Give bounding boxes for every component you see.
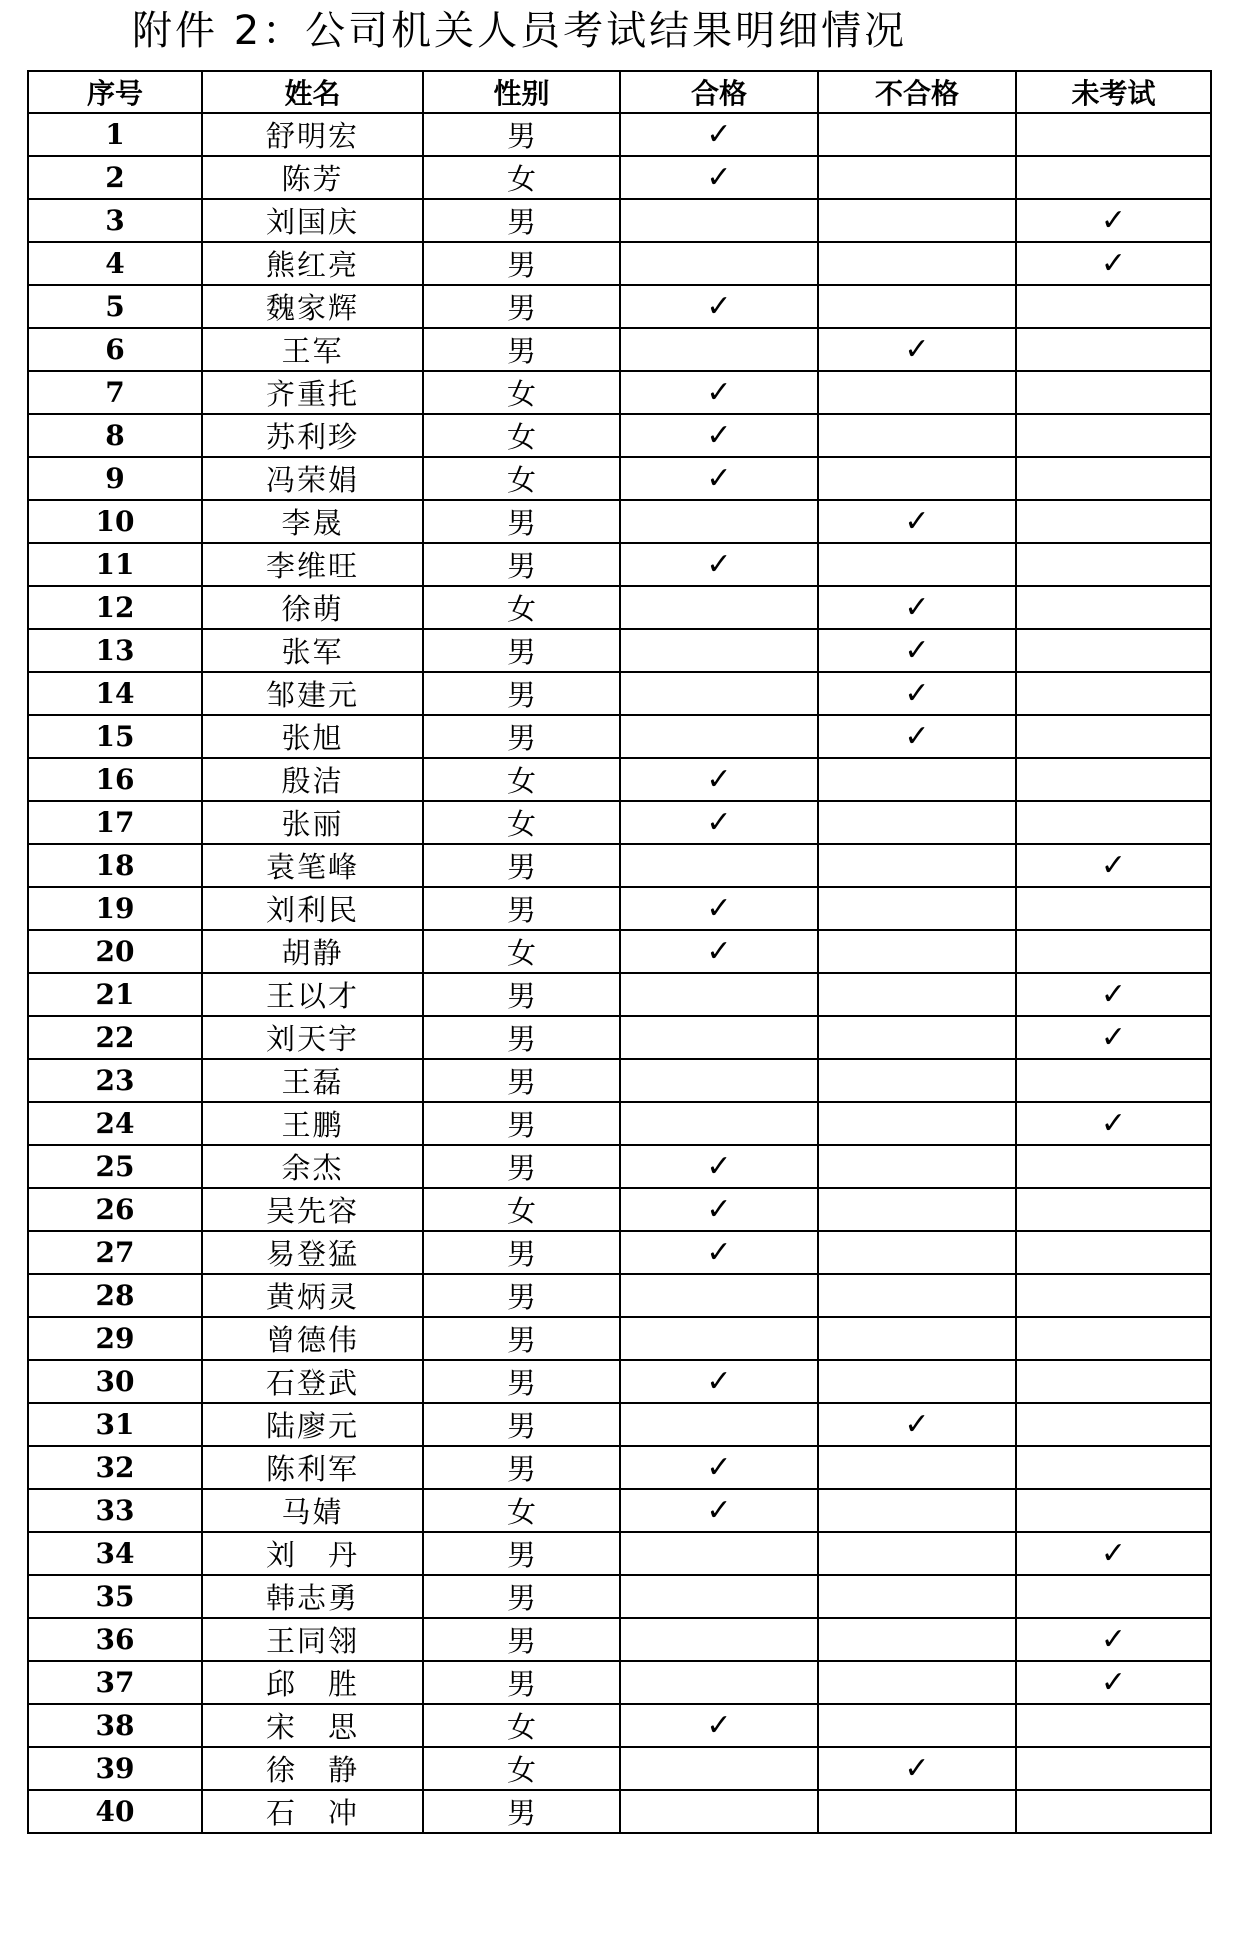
fail-cell <box>818 156 1016 199</box>
name-cell: 刘天宇 <box>202 1016 423 1059</box>
absent-check-icon: ✓ <box>1016 844 1211 887</box>
pass-check-icon: ✓ <box>620 1489 818 1532</box>
pass-check-icon: ✓ <box>620 371 818 414</box>
name-cell: 马婧 <box>202 1489 423 1532</box>
fail-cell <box>818 543 1016 586</box>
absent-cell <box>1016 1145 1211 1188</box>
pass-cell <box>620 328 818 371</box>
serial-number-cell: 11 <box>28 543 202 586</box>
pass-check-icon: ✓ <box>620 285 818 328</box>
absent-cell <box>1016 1747 1211 1790</box>
gender-cell: 女 <box>423 801 620 844</box>
fail-cell <box>818 1231 1016 1274</box>
table-row <box>28 973 1211 1016</box>
serial-number-cell: 6 <box>28 328 202 371</box>
gender-cell: 男 <box>423 113 620 156</box>
name-cell: 黄炳灵 <box>202 1274 423 1317</box>
table-row <box>28 1188 1211 1231</box>
pass-cell <box>620 973 818 1016</box>
table-row <box>28 1102 1211 1145</box>
name-cell: 苏利珍 <box>202 414 423 457</box>
pass-cell <box>620 1102 818 1145</box>
pass-cell <box>620 1661 818 1704</box>
gender-cell: 男 <box>423 715 620 758</box>
absent-cell <box>1016 586 1211 629</box>
table-row <box>28 1016 1211 1059</box>
table-row <box>28 414 1211 457</box>
pass-check-icon: ✓ <box>620 1704 818 1747</box>
pass-cell <box>620 1274 818 1317</box>
header-fail: 不合格 <box>818 71 1016 113</box>
serial-number-cell: 22 <box>28 1016 202 1059</box>
name-cell: 张军 <box>202 629 423 672</box>
gender-cell: 男 <box>423 1790 620 1833</box>
name-cell: 曾德伟 <box>202 1317 423 1360</box>
serial-number-cell: 15 <box>28 715 202 758</box>
name-cell: 袁笔峰 <box>202 844 423 887</box>
serial-number-cell: 39 <box>28 1747 202 1790</box>
fail-cell <box>818 1145 1016 1188</box>
name-cell: 魏家辉 <box>202 285 423 328</box>
serial-number-cell: 37 <box>28 1661 202 1704</box>
fail-cell <box>818 457 1016 500</box>
gender-cell: 男 <box>423 1016 620 1059</box>
serial-number-cell: 35 <box>28 1575 202 1618</box>
gender-cell: 男 <box>423 543 620 586</box>
absent-cell <box>1016 1188 1211 1231</box>
absent-cell <box>1016 930 1211 973</box>
fail-cell <box>818 930 1016 973</box>
gender-cell: 男 <box>423 199 620 242</box>
name-cell: 王同翎 <box>202 1618 423 1661</box>
name-cell: 余杰 <box>202 1145 423 1188</box>
pass-cell <box>620 242 818 285</box>
name-cell: 王鹏 <box>202 1102 423 1145</box>
gender-cell: 女 <box>423 1747 620 1790</box>
table-row <box>28 1618 1211 1661</box>
name-cell: 邹建元 <box>202 672 423 715</box>
name-cell: 徐萌 <box>202 586 423 629</box>
name-cell: 刘 丹 <box>202 1532 423 1575</box>
serial-number-cell: 2 <box>28 156 202 199</box>
gender-cell: 男 <box>423 672 620 715</box>
fail-cell <box>818 1188 1016 1231</box>
absent-check-icon: ✓ <box>1016 199 1211 242</box>
pass-check-icon: ✓ <box>620 543 818 586</box>
fail-cell <box>818 371 1016 414</box>
table-row <box>28 1360 1211 1403</box>
table-row <box>28 586 1211 629</box>
table-row <box>28 1403 1211 1446</box>
exam-results-table <box>27 70 1212 1834</box>
serial-number-cell: 27 <box>28 1231 202 1274</box>
fail-cell <box>818 1274 1016 1317</box>
pass-cell <box>620 500 818 543</box>
fail-check-icon: ✓ <box>818 328 1016 371</box>
fail-cell <box>818 242 1016 285</box>
serial-number-cell: 19 <box>28 887 202 930</box>
fail-check-icon: ✓ <box>818 715 1016 758</box>
absent-cell <box>1016 1790 1211 1833</box>
name-cell: 张旭 <box>202 715 423 758</box>
serial-number-cell: 12 <box>28 586 202 629</box>
table-body <box>28 113 1211 1833</box>
serial-number-cell: 3 <box>28 199 202 242</box>
table-row <box>28 758 1211 801</box>
document-title: 附件 2：公司机关人员考试结果明细情况 <box>132 8 908 54</box>
fail-cell <box>818 758 1016 801</box>
pass-cell <box>620 715 818 758</box>
table-row <box>28 1747 1211 1790</box>
serial-number-cell: 28 <box>28 1274 202 1317</box>
absent-cell <box>1016 1274 1211 1317</box>
fail-check-icon: ✓ <box>818 1747 1016 1790</box>
serial-number-cell: 5 <box>28 285 202 328</box>
name-cell: 王以才 <box>202 973 423 1016</box>
name-cell: 韩志勇 <box>202 1575 423 1618</box>
absent-cell <box>1016 371 1211 414</box>
name-cell: 殷洁 <box>202 758 423 801</box>
header-absent: 未考试 <box>1016 71 1211 113</box>
absent-cell <box>1016 1059 1211 1102</box>
serial-number-cell: 16 <box>28 758 202 801</box>
absent-cell <box>1016 285 1211 328</box>
pass-cell <box>620 1016 818 1059</box>
gender-cell: 男 <box>423 973 620 1016</box>
gender-cell: 男 <box>423 285 620 328</box>
gender-cell: 男 <box>423 1446 620 1489</box>
absent-cell <box>1016 500 1211 543</box>
table-row <box>28 801 1211 844</box>
table-row <box>28 887 1211 930</box>
fail-cell <box>818 801 1016 844</box>
gender-cell: 男 <box>423 1575 620 1618</box>
absent-check-icon: ✓ <box>1016 1661 1211 1704</box>
gender-cell: 男 <box>423 1317 620 1360</box>
fail-cell <box>818 1661 1016 1704</box>
table-row <box>28 457 1211 500</box>
absent-check-icon: ✓ <box>1016 242 1211 285</box>
table-row <box>28 242 1211 285</box>
gender-cell: 男 <box>423 629 620 672</box>
gender-cell: 男 <box>423 328 620 371</box>
absent-check-icon: ✓ <box>1016 1102 1211 1145</box>
absent-cell <box>1016 1489 1211 1532</box>
serial-number-cell: 14 <box>28 672 202 715</box>
absent-cell <box>1016 1403 1211 1446</box>
serial-number-cell: 10 <box>28 500 202 543</box>
header-serial-number: 序号 <box>28 71 202 113</box>
name-cell: 刘国庆 <box>202 199 423 242</box>
header-gender: 性别 <box>423 71 620 113</box>
serial-number-cell: 20 <box>28 930 202 973</box>
gender-cell: 女 <box>423 371 620 414</box>
fail-cell <box>818 1489 1016 1532</box>
table-row <box>28 328 1211 371</box>
table-row <box>28 1145 1211 1188</box>
table-row <box>28 285 1211 328</box>
table-row <box>28 371 1211 414</box>
table-header-row <box>28 71 1211 113</box>
pass-cell <box>620 1747 818 1790</box>
pass-cell <box>620 1317 818 1360</box>
absent-cell <box>1016 801 1211 844</box>
pass-cell <box>620 1059 818 1102</box>
fail-cell <box>818 1532 1016 1575</box>
table-row <box>28 1790 1211 1833</box>
absent-cell <box>1016 672 1211 715</box>
name-cell: 刘利民 <box>202 887 423 930</box>
fail-cell <box>818 199 1016 242</box>
header-name: 姓名 <box>202 71 423 113</box>
gender-cell: 男 <box>423 887 620 930</box>
gender-cell: 男 <box>423 1059 620 1102</box>
serial-number-cell: 32 <box>28 1446 202 1489</box>
serial-number-cell: 29 <box>28 1317 202 1360</box>
fail-check-icon: ✓ <box>818 586 1016 629</box>
table-row <box>28 1317 1211 1360</box>
absent-check-icon: ✓ <box>1016 1532 1211 1575</box>
table-row <box>28 113 1211 156</box>
serial-number-cell: 30 <box>28 1360 202 1403</box>
fail-cell <box>818 1446 1016 1489</box>
name-cell: 王军 <box>202 328 423 371</box>
gender-cell: 女 <box>423 1188 620 1231</box>
absent-cell <box>1016 1704 1211 1747</box>
table-row <box>28 156 1211 199</box>
name-cell: 陈利军 <box>202 1446 423 1489</box>
table-row <box>28 1059 1211 1102</box>
absent-check-icon: ✓ <box>1016 973 1211 1016</box>
pass-check-icon: ✓ <box>620 758 818 801</box>
fail-cell <box>818 1618 1016 1661</box>
name-cell: 舒明宏 <box>202 113 423 156</box>
gender-cell: 女 <box>423 930 620 973</box>
gender-cell: 女 <box>423 457 620 500</box>
fail-cell <box>818 1059 1016 1102</box>
serial-number-cell: 17 <box>28 801 202 844</box>
pass-check-icon: ✓ <box>620 457 818 500</box>
fail-cell <box>818 285 1016 328</box>
gender-cell: 女 <box>423 156 620 199</box>
fail-cell <box>818 973 1016 1016</box>
serial-number-cell: 4 <box>28 242 202 285</box>
pass-check-icon: ✓ <box>620 156 818 199</box>
fail-cell <box>818 1317 1016 1360</box>
fail-cell <box>818 113 1016 156</box>
pass-check-icon: ✓ <box>620 1145 818 1188</box>
table-row <box>28 1575 1211 1618</box>
table-row <box>28 1532 1211 1575</box>
table-row <box>28 1661 1211 1704</box>
absent-cell <box>1016 629 1211 672</box>
absent-cell <box>1016 1360 1211 1403</box>
absent-cell <box>1016 328 1211 371</box>
table-row <box>28 543 1211 586</box>
absent-cell <box>1016 1231 1211 1274</box>
table-row <box>28 672 1211 715</box>
name-cell: 熊红亮 <box>202 242 423 285</box>
name-cell: 易登猛 <box>202 1231 423 1274</box>
serial-number-cell: 8 <box>28 414 202 457</box>
pass-check-icon: ✓ <box>620 1446 818 1489</box>
pass-check-icon: ✓ <box>620 1360 818 1403</box>
serial-number-cell: 1 <box>28 113 202 156</box>
serial-number-cell: 7 <box>28 371 202 414</box>
fail-cell <box>818 844 1016 887</box>
pass-check-icon: ✓ <box>620 801 818 844</box>
table-row <box>28 1446 1211 1489</box>
pass-check-icon: ✓ <box>620 887 818 930</box>
fail-cell <box>818 1360 1016 1403</box>
absent-cell <box>1016 414 1211 457</box>
name-cell: 邱 胜 <box>202 1661 423 1704</box>
pass-cell <box>620 844 818 887</box>
name-cell: 石 冲 <box>202 1790 423 1833</box>
name-cell: 吴先容 <box>202 1188 423 1231</box>
table-row <box>28 500 1211 543</box>
table-row <box>28 1274 1211 1317</box>
pass-cell <box>620 1618 818 1661</box>
gender-cell: 男 <box>423 1661 620 1704</box>
absent-cell <box>1016 457 1211 500</box>
serial-number-cell: 33 <box>28 1489 202 1532</box>
absent-cell <box>1016 543 1211 586</box>
gender-cell: 女 <box>423 1489 620 1532</box>
absent-cell <box>1016 758 1211 801</box>
pass-cell <box>620 672 818 715</box>
gender-cell: 男 <box>423 1102 620 1145</box>
absent-cell <box>1016 1446 1211 1489</box>
absent-cell <box>1016 1575 1211 1618</box>
name-cell: 陈芳 <box>202 156 423 199</box>
gender-cell: 男 <box>423 1532 620 1575</box>
serial-number-cell: 36 <box>28 1618 202 1661</box>
fail-cell <box>818 887 1016 930</box>
gender-cell: 女 <box>423 758 620 801</box>
gender-cell: 女 <box>423 586 620 629</box>
pass-cell <box>620 586 818 629</box>
gender-cell: 男 <box>423 1618 620 1661</box>
serial-number-cell: 21 <box>28 973 202 1016</box>
pass-check-icon: ✓ <box>620 1188 818 1231</box>
fail-cell <box>818 414 1016 457</box>
table-row <box>28 1489 1211 1532</box>
serial-number-cell: 25 <box>28 1145 202 1188</box>
fail-cell <box>818 1790 1016 1833</box>
pass-cell <box>620 1532 818 1575</box>
gender-cell: 男 <box>423 1231 620 1274</box>
absent-cell <box>1016 715 1211 758</box>
gender-cell: 男 <box>423 1145 620 1188</box>
name-cell: 张丽 <box>202 801 423 844</box>
name-cell: 王磊 <box>202 1059 423 1102</box>
gender-cell: 男 <box>423 1274 620 1317</box>
pass-check-icon: ✓ <box>620 113 818 156</box>
name-cell: 李晟 <box>202 500 423 543</box>
name-cell: 陆廖元 <box>202 1403 423 1446</box>
fail-check-icon: ✓ <box>818 500 1016 543</box>
absent-cell <box>1016 113 1211 156</box>
name-cell: 齐重托 <box>202 371 423 414</box>
gender-cell: 男 <box>423 1360 620 1403</box>
name-cell: 胡静 <box>202 930 423 973</box>
fail-cell <box>818 1575 1016 1618</box>
fail-check-icon: ✓ <box>818 672 1016 715</box>
name-cell: 李维旺 <box>202 543 423 586</box>
serial-number-cell: 9 <box>28 457 202 500</box>
name-cell: 徐 静 <box>202 1747 423 1790</box>
serial-number-cell: 18 <box>28 844 202 887</box>
table-row <box>28 199 1211 242</box>
gender-cell: 男 <box>423 844 620 887</box>
serial-number-cell: 40 <box>28 1790 202 1833</box>
serial-number-cell: 34 <box>28 1532 202 1575</box>
table-row <box>28 629 1211 672</box>
pass-check-icon: ✓ <box>620 930 818 973</box>
table-row <box>28 930 1211 973</box>
header-pass: 合格 <box>620 71 818 113</box>
serial-number-cell: 13 <box>28 629 202 672</box>
name-cell: 石登武 <box>202 1360 423 1403</box>
name-cell: 冯荣娟 <box>202 457 423 500</box>
pass-cell <box>620 1403 818 1446</box>
absent-cell <box>1016 1317 1211 1360</box>
table-row <box>28 844 1211 887</box>
absent-cell <box>1016 887 1211 930</box>
serial-number-cell: 23 <box>28 1059 202 1102</box>
fail-cell <box>818 1102 1016 1145</box>
pass-cell <box>620 199 818 242</box>
serial-number-cell: 26 <box>28 1188 202 1231</box>
gender-cell: 男 <box>423 242 620 285</box>
absent-check-icon: ✓ <box>1016 1016 1211 1059</box>
serial-number-cell: 31 <box>28 1403 202 1446</box>
gender-cell: 男 <box>423 1403 620 1446</box>
pass-check-icon: ✓ <box>620 1231 818 1274</box>
fail-cell <box>818 1016 1016 1059</box>
fail-check-icon: ✓ <box>818 629 1016 672</box>
table-row <box>28 1704 1211 1747</box>
gender-cell: 女 <box>423 1704 620 1747</box>
pass-check-icon: ✓ <box>620 414 818 457</box>
table-row <box>28 1231 1211 1274</box>
table-row <box>28 715 1211 758</box>
pass-cell <box>620 1575 818 1618</box>
gender-cell: 女 <box>423 414 620 457</box>
fail-check-icon: ✓ <box>818 1403 1016 1446</box>
gender-cell: 男 <box>423 500 620 543</box>
fail-cell <box>818 1704 1016 1747</box>
name-cell: 宋 思 <box>202 1704 423 1747</box>
absent-check-icon: ✓ <box>1016 1618 1211 1661</box>
serial-number-cell: 38 <box>28 1704 202 1747</box>
serial-number-cell: 24 <box>28 1102 202 1145</box>
pass-cell <box>620 629 818 672</box>
absent-cell <box>1016 156 1211 199</box>
pass-cell <box>620 1790 818 1833</box>
